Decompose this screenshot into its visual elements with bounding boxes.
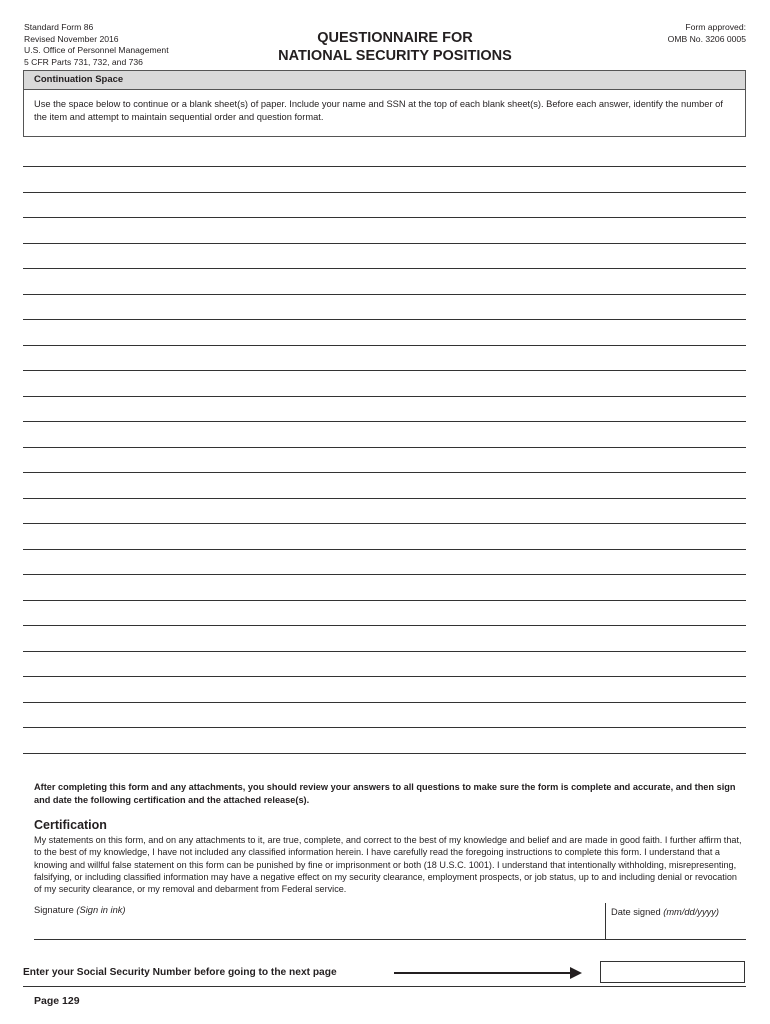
form-revision: Revised November 2016 (24, 33, 119, 44)
continuation-heading: Continuation Space (24, 71, 745, 90)
writing-line (23, 753, 746, 754)
writing-line (23, 702, 746, 703)
footer-divider (23, 986, 746, 987)
certification-title: Certification (34, 818, 107, 832)
form-approval-label: Form approved: (685, 22, 746, 32)
signature-row (34, 903, 746, 940)
omb-number: OMB No. 3206 0005 (667, 33, 746, 44)
writing-line (23, 192, 746, 193)
arrow-right-icon (394, 966, 584, 985)
date-signed-field[interactable] (605, 903, 747, 939)
form-title-line1: QUESTIONNAIRE FOR (317, 30, 473, 46)
writing-line (23, 319, 746, 320)
writing-line (23, 600, 746, 601)
continuation-section (23, 70, 746, 137)
form-approval (668, 22, 746, 45)
certification-text: My statements on this form, and on any attachments to it, are true, complete, and correct to the best of my knowledge and belief and are made in good faith. I further affirm that, to the best of my knowledge, I have not included any classified information herein. I have carefully read the foregoing instructions to complete this form. I understand that a knowing and willful false statement on this form can be punished by fine or imprisonment or both (18 U.S.C. 1001). I understand that intentionally withholding, misrepresenting, falsifying, or including classified information may have a negative effect on my security clearance, employment prospects, or job status, up to and including denial or revocation of my security clearance, or my removal and debarment from Federal service. (34, 835, 742, 895)
form-cfr: 5 CFR Parts 731, 732, and 736 (24, 56, 143, 67)
writing-line (23, 294, 746, 295)
writing-line (23, 217, 746, 218)
writing-line (23, 243, 746, 244)
signature-label: Signature (34, 905, 74, 915)
writing-line (23, 549, 746, 550)
writing-line (23, 370, 746, 371)
writing-line (23, 574, 746, 575)
date-signed-hint: (mm/dd/yyyy) (663, 907, 720, 917)
form-title-line2: NATIONAL SECURITY POSITIONS (278, 48, 512, 64)
writing-line (23, 651, 746, 652)
signature-field[interactable] (34, 905, 126, 915)
writing-line (23, 447, 746, 448)
writing-line (23, 676, 746, 677)
writing-line (23, 498, 746, 499)
writing-line (23, 421, 746, 422)
form-agency: U.S. Office of Personnel Management (24, 45, 169, 55)
ssn-input[interactable] (600, 961, 745, 983)
writing-line (23, 396, 746, 397)
writing-line (23, 166, 746, 167)
writing-line (23, 268, 746, 269)
form-identification (24, 22, 169, 68)
ssn-prompt: Enter your Social Security Number before going to the next page (23, 967, 337, 978)
writing-line (23, 345, 746, 346)
form-title (240, 29, 550, 65)
review-notice: After completing this form and any attachments, you should review your answers to all questions to make sure the form is complete and accurate, and then sign and date the following certification and the attached release(s). (34, 782, 736, 805)
writing-line (23, 523, 746, 524)
signature-hint: (Sign in ink) (76, 905, 126, 915)
writing-line (23, 472, 746, 473)
continuation-instructions: Use the space below to continue or a blank sheet(s) of paper. Include your name and SSN at the top of each blank sheet(s). Before each answer, identify the number of the item and attempt to maintain sequential order and question format. (34, 99, 723, 122)
date-signed-label: Date signed (611, 907, 661, 917)
form-number: Standard Form 86 (24, 22, 94, 32)
writing-line (23, 727, 746, 728)
writing-line (23, 625, 746, 626)
page-number: Page 129 (34, 995, 80, 1007)
